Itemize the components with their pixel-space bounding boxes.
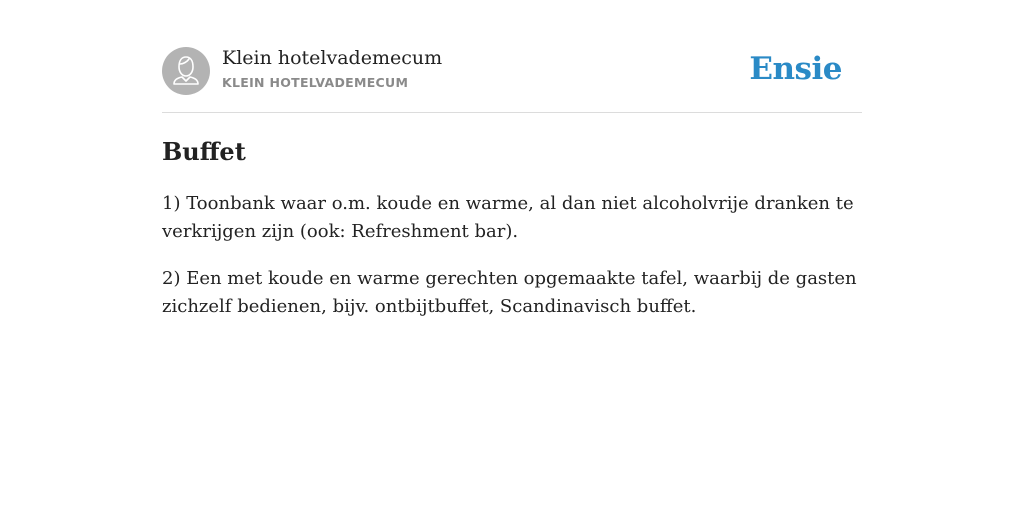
entry-header bbox=[162, 46, 862, 113]
definition-item: 2) Een met koude en warme gerechten opgemaakte tafel, waarbij de gasten zichzelf bedienen, bijv. ontbijtbuffet, Scandinavisch buffet. bbox=[162, 268, 857, 317]
entry-card bbox=[162, 46, 862, 340]
user-placeholder-icon[interactable] bbox=[162, 47, 210, 95]
entry-definition bbox=[162, 190, 862, 321]
source-name[interactable]: Klein hotelvademecum bbox=[222, 47, 443, 69]
definition-item: 1) Toonbank waar o.m. koude en warme, al dan niet alcoholvrije dranken te verkrijgen zijn (ook: Refreshment bar). bbox=[162, 193, 854, 242]
source-subtitle[interactable]: KLEIN HOTELVADEMECUM bbox=[222, 75, 409, 90]
brand-logo[interactable]: Ensie bbox=[749, 51, 842, 87]
entry-term: Buffet bbox=[162, 137, 246, 166]
